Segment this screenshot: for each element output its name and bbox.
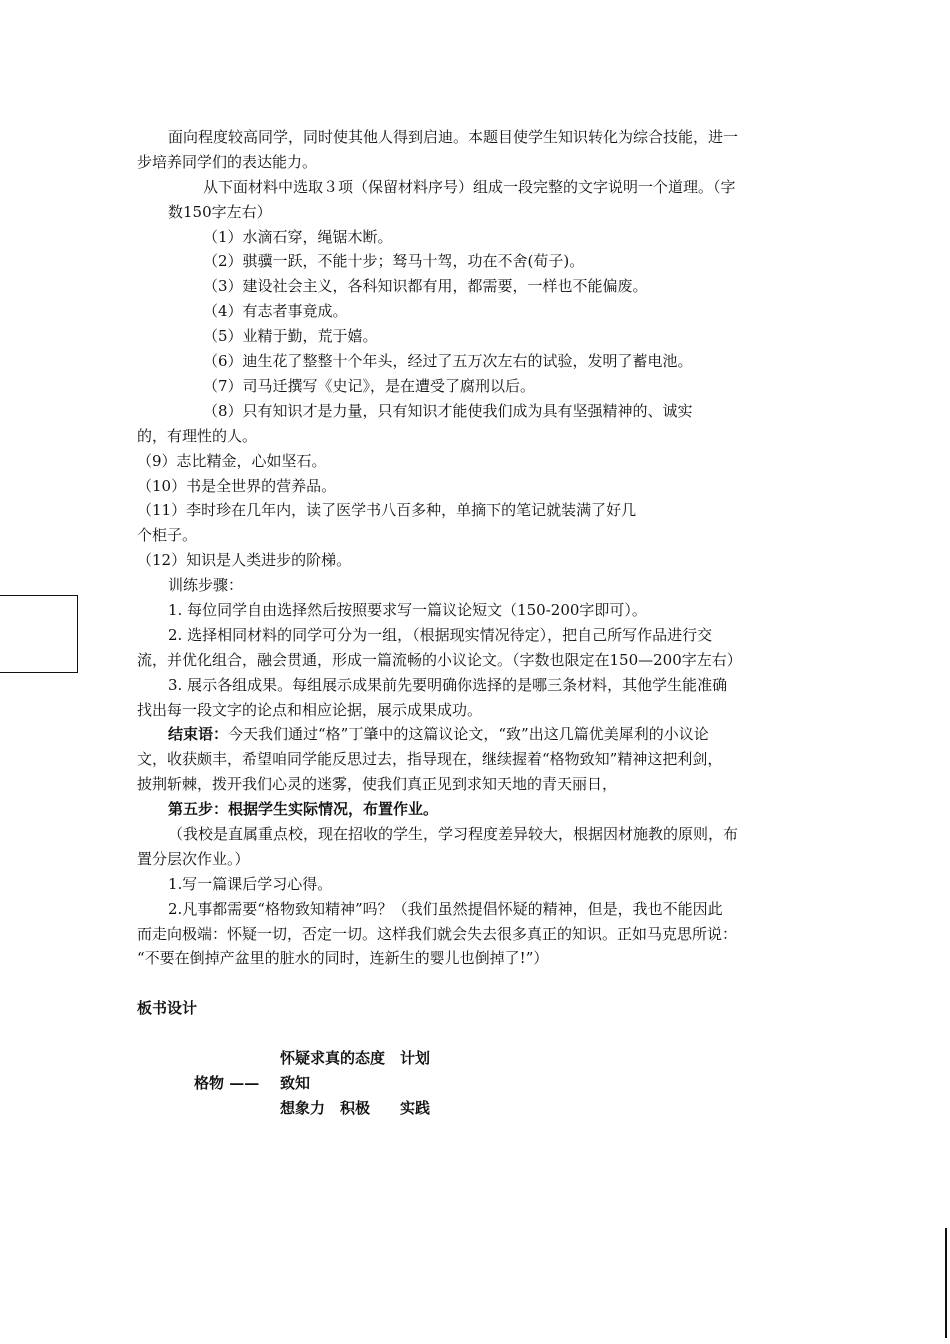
training-step3-line2: 找出每一段文字的论点和相应论据，展示成果成功。 (137, 701, 483, 719)
material-item: （2）骐骥一跃，不能十步；驽马十驾，功在不舍(荀子)。 (203, 252, 585, 270)
para1-line2: 步培养同学们的表达能力。 (137, 153, 318, 171)
material-item: （7）司马迁撰写《史记》，是在遭受了腐刑以后。 (203, 377, 536, 395)
material-item-cont: 个柜子。 (137, 526, 198, 544)
training-heading: 训练步骤： (168, 576, 244, 594)
step5-note-line1: （我校是直属重点校，现在招收的学生，学习程度差异较大，根据因材施教的原则，布 (168, 825, 739, 843)
para1-line1: 面向程度较高同学，同时使其他人得到启迪。本题目使学生知识转化为综合技能，进一 (168, 128, 739, 146)
material-item: （8）只有知识才是力量，只有知识才能使我们成为具有坚强精神的、诚实 (203, 402, 693, 420)
material-item: （5）业精于勤，荒于嬉。 (203, 327, 378, 345)
conclusion-label: 结束语： (168, 725, 229, 743)
material-item: （12）知识是人类进步的阶梯。 (137, 551, 352, 569)
homework-2-line2: 而走向极端：怀疑一切，否定一切。这样我们就会失去很多真正的知识。正如马克思所说： (137, 925, 738, 943)
material-item: （11）李时珍在几年内，读了医学书八百多种，单摘下的笔记就装满了好几 (137, 501, 637, 519)
board-left: 格物 —— (194, 1074, 260, 1092)
board-row2: 致知 (280, 1074, 311, 1092)
board-row1: 怀疑求真的态度 计划 (280, 1049, 431, 1067)
task-line2: 数150字左右） (168, 203, 272, 221)
material-item: （4）有志者事竟成。 (203, 302, 348, 320)
homework-1: 1.写一篇课后学习心得。 (168, 875, 333, 893)
training-step2-line2: 流，并优化组合，融会贯通，形成一篇流畅的小议论文。（字数也限定在150—200字左右） (137, 651, 742, 669)
board-title: 板书设计 (137, 999, 198, 1017)
material-item: （10）书是全世界的营养品。 (137, 477, 337, 495)
conclusion-line1 (168, 724, 709, 744)
conclusion-line3: 披荆斩棘，拨开我们心灵的迷雾，使我们真正见到求知天地的青天丽日， (137, 775, 618, 793)
homework-2-line3: “不要在倒掉产盆里的脏水的同时，连新生的婴儿也倒掉了!”） (137, 949, 549, 967)
board-row3: 想象力 积极 实践 (280, 1099, 431, 1117)
material-item: （3）建设社会主义，各科知识都有用，都需要，一样也不能偏废。 (203, 277, 648, 295)
step5-heading: 第五步：根据学生实际情况，布置作业。 (168, 800, 439, 818)
conclusion-line2: 文，收获颇丰，希望咱同学能反思过去，指导现在，继续握着“格物致知”精神这把利剑， (137, 750, 723, 768)
margin-box (0, 595, 78, 673)
material-item-cont: 的，有理性的人。 (137, 427, 258, 445)
homework-2-line1: 2.凡事都需要“格物致知精神”吗？（我们虽然提倡怀疑的精神，但是，我也不能因此 (168, 900, 723, 918)
training-step2-line1: 2. 选择相同材料的同学可分为一组，（根据现实情况待定），把自己所写作品进行交 (168, 626, 713, 644)
material-item: （1）水滴石穿，绳锯木断。 (203, 228, 393, 246)
task-line1: 从下面材料中选取３项（保留材料序号）组成一段完整的文字说明一个道理。（字 (203, 178, 736, 196)
training-step1: 1. 每位同学自由选择然后按照要求写一篇议论短文（150-200字即可）。 (168, 601, 647, 619)
page-edge-line (945, 1228, 947, 1338)
material-item: （6）迪生花了整整十个年头，经过了五万次左右的试验，发明了蓄电池。 (203, 352, 693, 370)
step5-note-line2: 置分层次作业。） (137, 850, 250, 868)
material-item: （9）志比精金，心如坚石。 (137, 452, 327, 470)
training-step3-line1: 3. 展示各组成果。每组展示成果前先要明确你选择的是哪三条材料，其他学生能准确 (168, 676, 728, 694)
conclusion-text: 今天我们通过“格”丁肇中的这篇议论文，“致”出这几篇优美犀利的小议论 (228, 725, 709, 743)
